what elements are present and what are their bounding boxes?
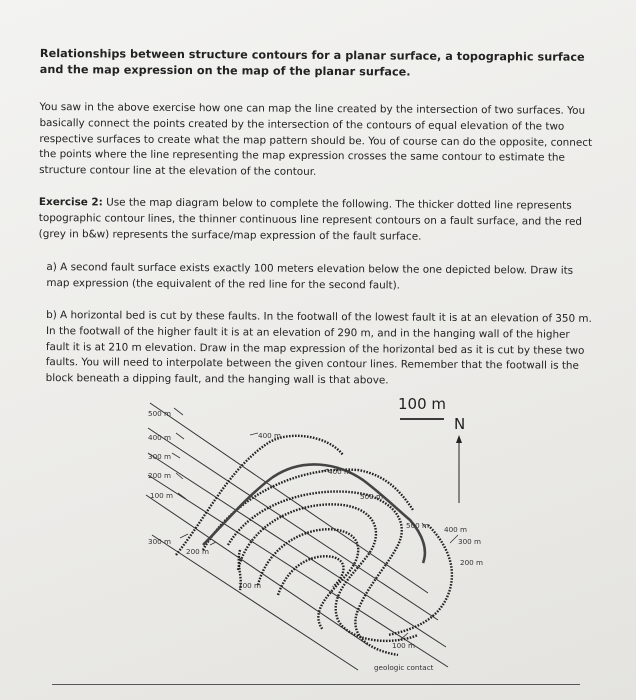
exercise-paragraph [39,195,595,246]
topo-label-400b: 400 m [328,467,352,476]
exercise-title: Exercise 2: [38,195,103,209]
part-b-paragraph: b) A horizontal bed is cut by these faults. In the footwall of the lowest fault it is at an elevation of 350 m. In the footwall of the higher fault it is at an elevation of 290 m, and in the hanging wall of the higher fault it is at 210 m elevation. Draw in the map expression of the horizontal bed as it is cut by these two faults. You will need to interpolate between the given contour lines. Remember that the footwall is the block beneath a dipping fault, and the hanging wall is that above. [45,309,592,387]
topo-label-500a: 500 m [360,492,384,501]
document-page [38,46,596,407]
scale-label: 100 m [398,395,447,413]
map-diagram [128,395,498,680]
left-label-200: 200 m [148,471,172,480]
left-label-200b: 200 m [186,547,210,556]
topo-label-500b: 500 m [406,521,430,530]
topo-label-300: 300 m [458,537,482,546]
topo-contour-right [388,525,452,635]
left-label-500: 500 m [148,409,172,418]
intro-paragraph: You saw in the above exercise how one can map the line created by the intersection of two surfaces. You basically connect the points created by the intersection of the contours of equal elevation of the two respective surfaces to create what the map pattern should be. You of course can do the opposite, connect the points where the line representing the map expression crosses the same contour to estimate the structure contour line at the elevation of the contour. [39,100,593,179]
legend-geologic-contact: geologic contact [374,663,434,672]
topographic-contours [176,436,452,655]
topo-contour-400 [176,436,343,555]
fault-map-expression [203,464,425,563]
left-label-400: 400 m [148,433,172,442]
left-label-300b: 300 m [148,537,172,546]
topo-label-200: 200 m [460,558,484,567]
topo-label-400c: 400 m [444,525,468,534]
section-heading: Relationships between structure contours for a planar surface, a topographic surface and the map expression on the map of the planar surface. [39,46,585,79]
fault-contour-100 [146,495,368,645]
left-label-100: 100 m [150,491,174,500]
exercise-text: Use the map diagram below to complete the following. The thicker dotted line represents topographic contour lines, the thinner continuous line represent contours on a fault surface, and the red (grey in b&w) represents the surface/map expression of the fault surface. [38,196,583,243]
north-label: N [454,415,466,433]
topo-label-100b: 100 m [392,641,416,650]
page-bottom-rule [52,684,580,685]
topo-label-400a: 400 m [258,431,282,440]
north-arrow-head [456,435,462,443]
fault-contour-400 [148,428,438,620]
topo-label-100a: 100 m [238,581,262,590]
geologic-map-figure [128,395,498,680]
left-label-300: 300 m [148,452,172,461]
part-a-paragraph: a) A second fault surface exists exactly 100 meters elevation below the one depicted below. Draw its map expression (the equivalent of the red line for the second fault). [46,261,574,292]
